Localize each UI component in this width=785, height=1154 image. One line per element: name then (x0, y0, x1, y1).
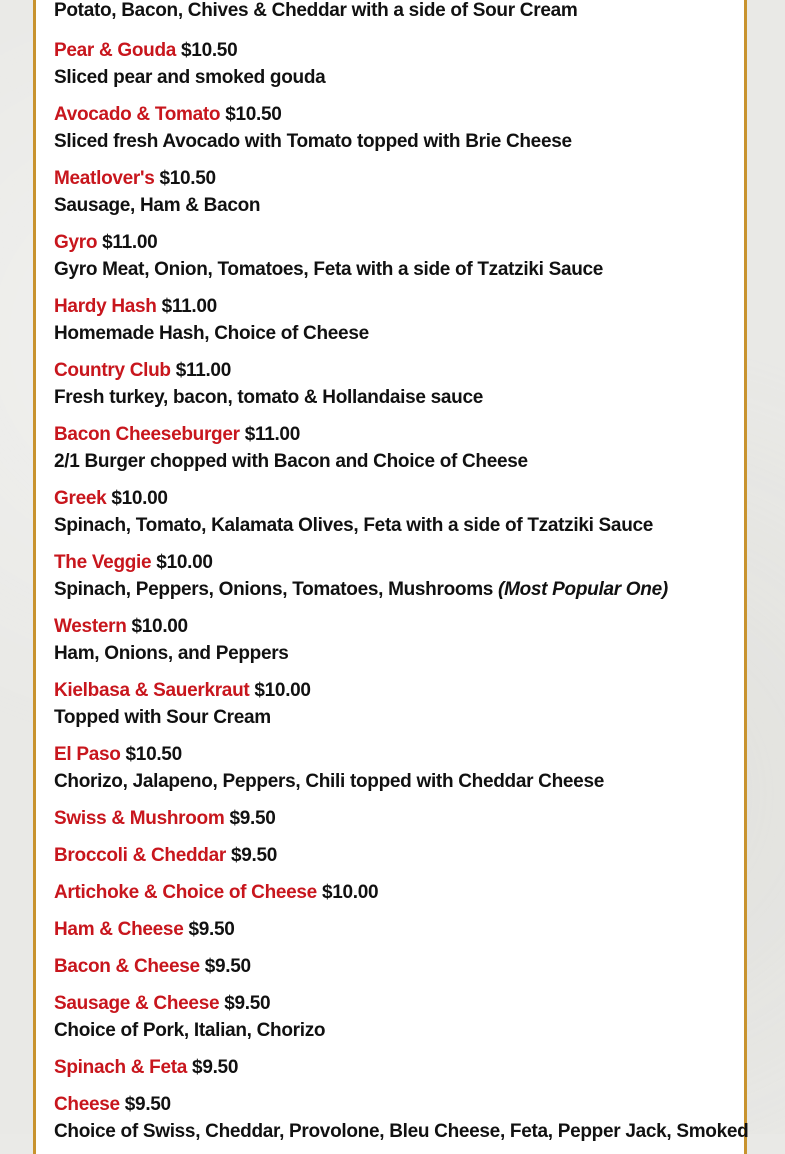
menu-item-header (54, 919, 235, 941)
menu-panel (33, 0, 747, 1154)
menu-item-description (54, 259, 603, 281)
menu-item-name: Bacon & Cheese (54, 956, 200, 977)
menu-item (54, 808, 275, 830)
menu-item-name: Cheese (54, 1094, 120, 1115)
menu-item-header (54, 744, 604, 766)
menu-item-header (54, 360, 483, 382)
menu-item (54, 993, 325, 1042)
menu-item-name: Spinach & Feta (54, 1057, 188, 1078)
menu-item-description (54, 451, 528, 473)
menu-item-description (54, 515, 653, 537)
menu-item-description (54, 579, 668, 601)
menu-item-description-text: Ham, Onions, and Peppers (54, 643, 289, 664)
menu-item-description-text: 2/1 Burger chopped with Bacon and Choice of Cheese (54, 451, 528, 472)
menu-item-price: $10.50 (125, 744, 182, 765)
menu-item-header (54, 552, 668, 574)
menu-item (54, 919, 235, 941)
menu-item-price: $9.50 (124, 1094, 171, 1115)
menu-item (54, 296, 369, 345)
menu-item-name: Pear & Gouda (54, 40, 177, 61)
menu-item (54, 616, 289, 665)
menu-item-header (54, 882, 378, 904)
menu-item (54, 1057, 238, 1079)
menu-item-price: $9.50 (204, 956, 251, 977)
menu-item-description-text: Sausage, Ham & Bacon (54, 195, 261, 216)
menu-item-description-text: Choice of Swiss, Cheddar, Provolone, Bleu Cheese, Feta, Pepper Jack, Smoked (54, 1121, 749, 1142)
menu-item-description-text: Choice of Pork, Italian, Chorizo (54, 1020, 326, 1041)
menu-item-price: $10.50 (225, 104, 282, 125)
menu-item-header (54, 296, 369, 318)
menu-item-description-text: Spinach, Peppers, Onions, Tomatoes, Mushrooms (54, 579, 494, 600)
menu-item (54, 104, 572, 153)
menu-item-description-text: Chorizo, Jalapeno, Peppers, Chili topped with Cheddar Cheese (54, 771, 604, 792)
menu-item-name: Ham & Cheese (54, 919, 184, 940)
menu-item-price: $10.50 (159, 168, 216, 189)
menu-item (54, 40, 325, 89)
menu-item-name: Meatlover's (54, 168, 155, 189)
menu-item (54, 360, 483, 409)
menu-item (54, 956, 251, 978)
menu-item-name: Bacon Cheeseburger (54, 424, 240, 445)
menu-item-header (54, 956, 251, 978)
menu-item-description (54, 67, 325, 89)
menu-item-header (54, 168, 260, 190)
menu-item-name: Swiss & Mushroom (54, 808, 225, 829)
menu-item-header (54, 40, 325, 62)
menu-item-name: Sausage & Cheese (54, 993, 220, 1014)
menu-item-description (54, 131, 572, 153)
menu-item-header (54, 424, 528, 446)
menu-item-price: $10.00 (131, 616, 188, 637)
menu-item-description-text: Spinach, Tomato, Kalamata Olives, Feta with a side of Tzatziki Sauce (54, 515, 654, 536)
menu-item-price: $9.50 (230, 845, 277, 866)
menu-item-name: Greek (54, 488, 107, 509)
menu-item-name: Kielbasa & Sauerkraut (54, 680, 250, 701)
menu-item-header (54, 808, 275, 830)
menu-item-description (54, 643, 289, 665)
menu-item-name: Western (54, 616, 127, 637)
menu-item-description (54, 1121, 748, 1143)
menu-item-description (54, 1020, 325, 1042)
menu-item-price: $10.00 (321, 882, 379, 903)
menu-item-header (54, 232, 603, 254)
menu-item-price: $9.50 (188, 919, 235, 940)
menu-item (54, 232, 603, 281)
menu-item (54, 680, 311, 729)
menu-item-price: $9.50 (229, 808, 276, 829)
menu-item-name: Country Club (54, 360, 171, 381)
menu-item (54, 744, 604, 793)
menu-item-header (54, 845, 277, 867)
menu-item-description (54, 707, 311, 729)
menu-item-description (54, 387, 483, 409)
menu-item-name: Avocado & Tomato (54, 104, 221, 125)
menu-item-description-text: Sliced pear and smoked gouda (54, 67, 326, 88)
menu-item-description-text: Topped with Sour Cream (54, 707, 271, 728)
menu-item (54, 424, 528, 473)
menu-item-description (54, 323, 369, 345)
menu-item-header (54, 993, 325, 1015)
menu-item-price: $9.50 (192, 1057, 239, 1078)
menu-item-header (54, 680, 311, 702)
menu-item-name: Gyro (54, 232, 98, 253)
menu-item (54, 1094, 748, 1143)
menu-item-description-text: Sliced fresh Avocado with Tomato topped with Brie Cheese (54, 131, 572, 152)
menu-item-name: El Paso (54, 744, 121, 765)
menu-item-header (54, 488, 653, 510)
menu-item-price: $11.00 (102, 232, 158, 253)
menu-item-name: The Veggie (54, 552, 152, 573)
menu-item-price: $9.50 (224, 993, 271, 1014)
menu-item (54, 552, 668, 601)
menu-item-header (54, 1057, 238, 1079)
menu-item (54, 845, 277, 867)
menu-item-price: $11.00 (175, 360, 231, 381)
menu-item-price: $10.00 (111, 488, 168, 509)
menu-item-price: $10.50 (181, 40, 238, 61)
menu-item-header (54, 104, 572, 126)
menu-item (54, 882, 378, 904)
menu-item-header (54, 616, 289, 638)
menu-item-description (54, 771, 604, 793)
menu-item-name: Broccoli & Cheddar (54, 845, 226, 866)
menu-item-description-text: Gyro Meat, Onion, Tomatoes, Feta with a side of Tzatziki Sauce (54, 259, 604, 280)
menu-item-description (54, 195, 260, 217)
menu-item-description: Potato, Bacon, Chives & Cheddar with a side of Sour Cream (54, 0, 578, 21)
menu-item-name: Hardy Hash (54, 296, 157, 317)
menu-item (54, 488, 653, 537)
menu-item (54, 168, 260, 217)
menu-item-price: $10.00 (254, 680, 311, 701)
menu-item-price: $11.00 (161, 296, 217, 317)
menu-item-note: (Most Popular One) (498, 579, 668, 600)
menu-item-description-text: Homemade Hash, Choice of Cheese (54, 323, 369, 344)
menu-item-price: $11.00 (244, 424, 300, 445)
menu-item-header (54, 1094, 748, 1116)
menu-item-price: $10.00 (156, 552, 213, 573)
menu-item-name: Artichoke & Choice of Cheese (54, 882, 317, 903)
menu-item-description-text: Fresh turkey, bacon, tomato & Hollandaise sauce (54, 387, 484, 408)
